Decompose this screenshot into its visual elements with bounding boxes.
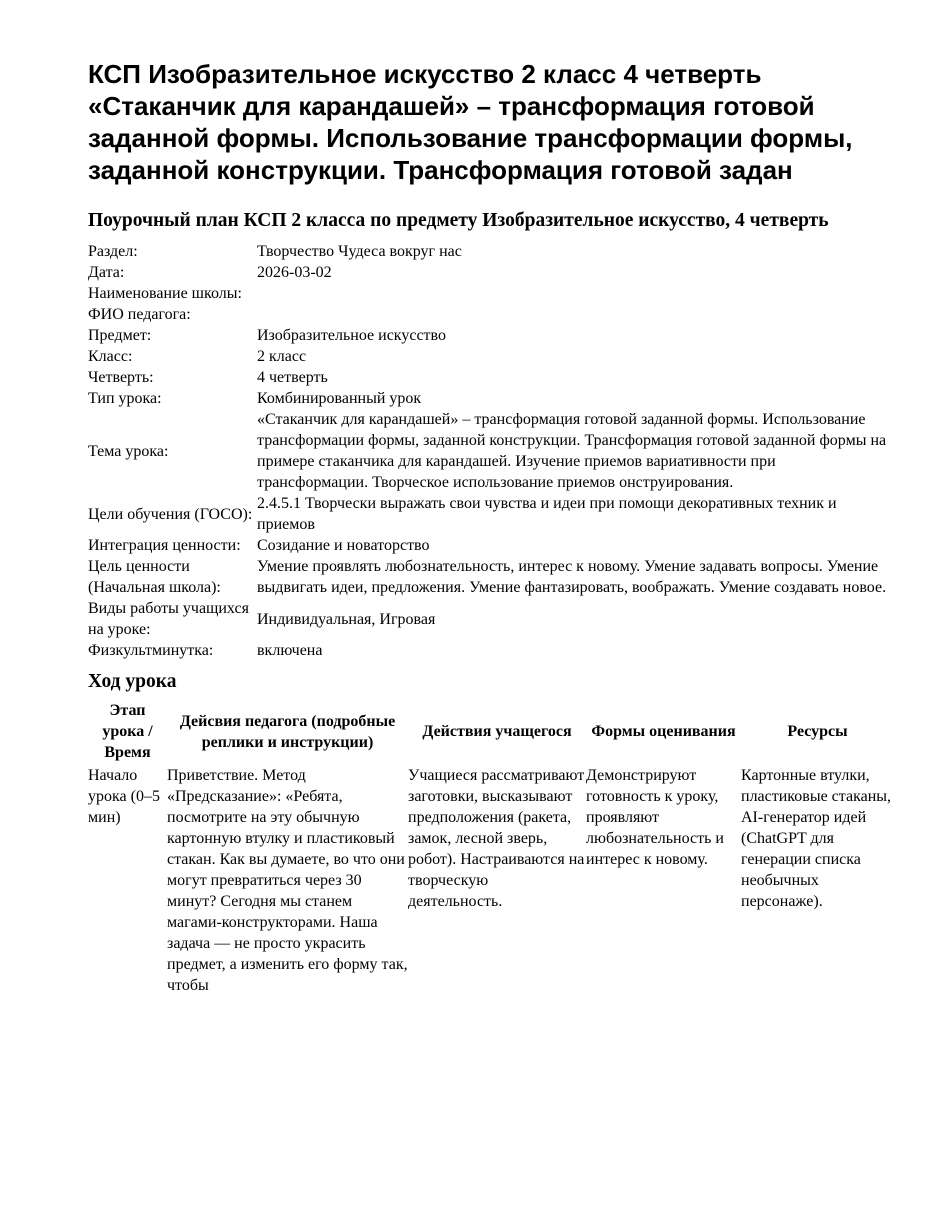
meta-label: Физкультминутка: <box>88 642 214 659</box>
meta-row <box>88 283 888 304</box>
header-student-actions: Действия учащегося <box>422 723 572 740</box>
meta-value <box>257 283 888 304</box>
meta-label: Раздел: <box>88 243 138 260</box>
meta-label: ФИО педагога: <box>88 306 191 323</box>
meta-label: Цели обучения (ГОСО): <box>88 505 253 523</box>
meta-value: Индивидуальная, Игровая <box>257 610 436 628</box>
meta-label: Предмет: <box>88 327 152 344</box>
document-page <box>88 58 898 996</box>
meta-value: Умение проявлять любознательность, интерес к новому. Умение задавать вопросы. Умение выдвигать идеи, предложения. Умение фантазировать, воображать. Умение создавать новое. <box>257 558 887 596</box>
meta-table <box>88 241 888 661</box>
meta-row <box>88 367 888 388</box>
meta-value: Созидание и новаторство <box>257 537 430 554</box>
meta-row <box>88 346 888 367</box>
plan-subtitle: Поурочный план КСП 2 класса по предмету Изобразительное искусство, 4 четверть <box>88 210 829 231</box>
meta-row <box>88 241 888 262</box>
meta-row <box>88 535 888 556</box>
lesson-table-header-row <box>88 700 894 765</box>
meta-row <box>88 262 888 283</box>
meta-row <box>88 304 888 325</box>
cell-resources: Картонные втулки, пластиковые стаканы, AI-генератор идей (ChatGPT для генерации списка необычных персонаже). <box>741 767 892 910</box>
meta-value: Творчество Чудеса вокруг нас <box>257 243 462 260</box>
meta-row <box>88 493 888 535</box>
meta-value: Изобразительное искусство <box>257 327 446 344</box>
header-resources: Ресурсы <box>787 723 848 740</box>
meta-value: включена <box>257 642 323 659</box>
cell-stage: Начало урока (0–5 мин) <box>88 767 160 826</box>
meta-value: 2 класс <box>257 348 307 365</box>
meta-row <box>88 409 888 493</box>
meta-row <box>88 388 888 409</box>
meta-label: Четверть: <box>88 369 154 386</box>
meta-row <box>88 598 888 640</box>
meta-row <box>88 556 888 598</box>
meta-label: Класс: <box>88 348 133 365</box>
meta-label: Виды работы учащихся на уроке: <box>88 600 249 638</box>
meta-row <box>88 640 888 661</box>
meta-value: 2026-03-02 <box>257 264 332 281</box>
meta-label: Интеграция ценности: <box>88 537 241 554</box>
cell-teacher-actions: Приветствие. Метод «Предсказание»: «Ребята, посмотрите на эту обычную картонную втулку и пластиковый стакан. Как вы думаете, во что они могут превратиться через 30 минут? Сегодня мы станем магами-конструкторами. Наша задача — не просто украсить предмет, а изменить его форму так, чтобы <box>167 767 408 994</box>
cell-assessment: Демонстрируют готовность к уроку, проявляют любознательность и интерес к новому. <box>586 767 724 868</box>
meta-value <box>257 304 888 325</box>
meta-row <box>88 325 888 346</box>
cell-student-actions: Учащиеся рассматривают заготовки, высказывают предположения (ракета, замок, лесной зверь, робот). Настраиваются на творческую деятельность. <box>408 767 585 910</box>
meta-label: Тип урока: <box>88 390 162 407</box>
header-assessment: Формы оценивания <box>591 723 736 740</box>
document-title: КСП Изобразительное искусство 2 класс 4 четверть «Стаканчик для карандашей» – трансформация готовой заданной формы. Использование трансформации формы, заданной конструкции. Трансформация готовой задан <box>88 59 853 185</box>
meta-value: Комбинированный урок <box>257 390 422 407</box>
header-teacher-actions: Дейсвия педагога (подробные реплики и инструкции) <box>179 712 396 751</box>
meta-label: Цель ценности (Начальная школа): <box>88 558 221 596</box>
meta-label: Дата: <box>88 264 125 281</box>
meta-value: «Стаканчик для карандашей» – трансформация готовой заданной формы. Использование трансформации формы, заданной конструкции. Трансформация готовой заданной формы на примере стаканчика для карандашей. Изучение приемов вариативности при трансформации. Творческое использование приемов онструирования. <box>257 411 887 491</box>
meta-label: Тема урока: <box>88 442 169 460</box>
section-title-lesson-flow: Ход урока <box>88 671 177 692</box>
lesson-table <box>88 700 894 996</box>
table-row <box>88 765 894 996</box>
meta-label: Наименование школы: <box>88 285 242 302</box>
meta-value: 2.4.5.1 Творчески выражать свои чувства и идеи при помощи декоративных техник и приемов <box>257 495 837 533</box>
meta-value: 4 четверть <box>257 369 328 386</box>
header-stage: Этап урока / Время <box>102 702 153 761</box>
